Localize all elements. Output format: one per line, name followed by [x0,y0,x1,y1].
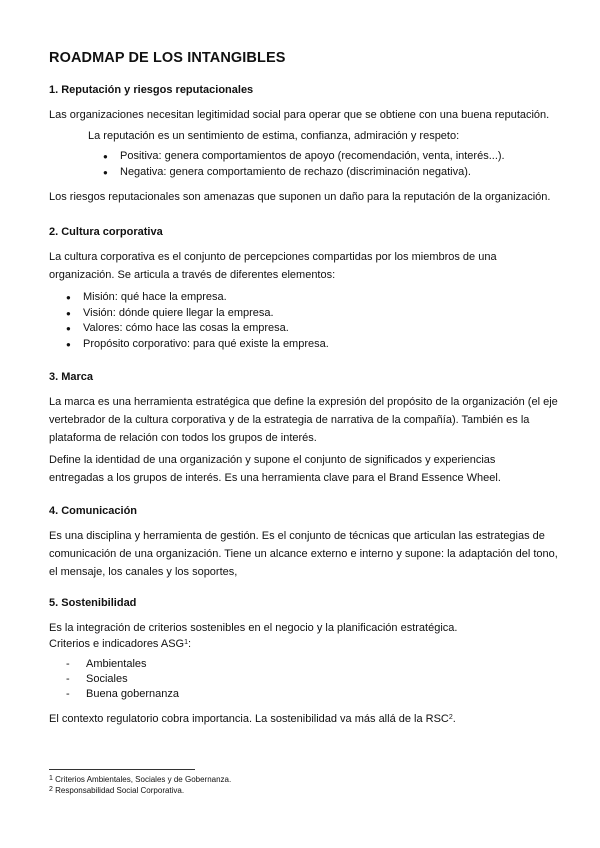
footnote-text: Criterios Ambientales, Sociales y de Gobernanza. [55,775,232,784]
list-item: ● Negativa: genera comportamiento de rechazo (discriminación negativa). [103,165,505,181]
section-5-dash-list [66,657,179,702]
closing-text: El contexto regulatorio cobra importancia. La sostenibilidad va más allá de la RSC [49,713,449,725]
section-1-paragraph-1: Las organizaciones necesitan legitimidad social para operar que se obtiene con una buena reputación. [49,109,550,121]
list-item: ● Propósito corporativo: para qué existe la empresa. [66,337,329,353]
list-item: ● Valores: cómo hace las cosas la empresa. [66,321,329,337]
section-3-paragraph-1: La marca es una herramienta estratégica que define la expresión del propósito de la organización (el eje vertebrador de la cultura corporativa y de la estrategia de narrativa de la compañía). También es la plataforma de relación con todos los grupos de interés. [49,396,558,444]
closing-period: . [452,713,456,725]
criteria-colon: : [188,638,192,650]
section-1-indented-text: La reputación es un sentimiento de estima, confianza, admiración y respeto: [88,130,460,142]
list-item: - Sociales [66,672,179,687]
section-2-heading: 2. Cultura corporativa [49,226,163,238]
criteria-text: Criterios e indicadores ASG [49,638,185,650]
footnote-2 [49,786,184,796]
section-5-line-1: Es la integración de criterios sostenibles en el negocio y la planificación estratégica. [49,622,458,634]
footnote-ref-2: 2 [448,714,453,721]
list-item: ● Misión: qué hace la empresa. [66,290,329,306]
footnote-divider [49,769,195,770]
footnote-1 [49,775,231,785]
section-1-paragraph-2: Los riesgos reputacionales son amenazas que suponen un daño para la reputación de la organización. [49,191,551,203]
section-5-heading: 5. Sostenibilidad [49,597,137,609]
section-1-heading: 1. Reputación y riesgos reputacionales [49,84,254,96]
section-4-heading: 4. Comunicación [49,505,138,517]
section-3-paragraph-2: Define la identidad de una organización y supone el conjunto de significados y experiencias entregadas a los grupos de interés. Es una herramienta clave para el Brand Essence Wheel. [49,454,501,484]
page-title: ROADMAP DE LOS INTANGIBLES [49,50,286,66]
list-item: - Ambientales [66,657,179,672]
footnote-number: 1 [49,775,53,782]
list-item: - Buena gobernanza [66,687,179,702]
section-5-closing [49,710,559,728]
list-item: ● Positiva: genera comportamientos de apoyo (recomendación, venta, interés...). [103,149,505,165]
footnote-ref-1: 1 [184,639,189,646]
section-4-paragraph-1: Es una disciplina y herramienta de gestión. Es el conjunto de técnicas que articulan las estrategias de comunicación de una organización. Tiene un alcance externo e interno y supone: la adaptación del tono, el mensaje, los canales y los soportes, [49,530,558,578]
section-2-bullet-list [66,290,329,352]
list-item: ● Visión: dónde quiere llegar la empresa. [66,306,329,322]
section-1-bullet-list [103,149,505,180]
section-3-heading: 3. Marca [49,371,94,383]
footnote-number: 2 [49,786,53,793]
section-2-paragraph-1: La cultura corporativa es el conjunto de percepciones compartidas por los miembros de una organización. Se articula a través de diferentes elementos: [49,251,497,281]
section-5-line-2 [49,635,559,653]
footnote-text: Responsabilidad Social Corporativa. [55,786,185,795]
